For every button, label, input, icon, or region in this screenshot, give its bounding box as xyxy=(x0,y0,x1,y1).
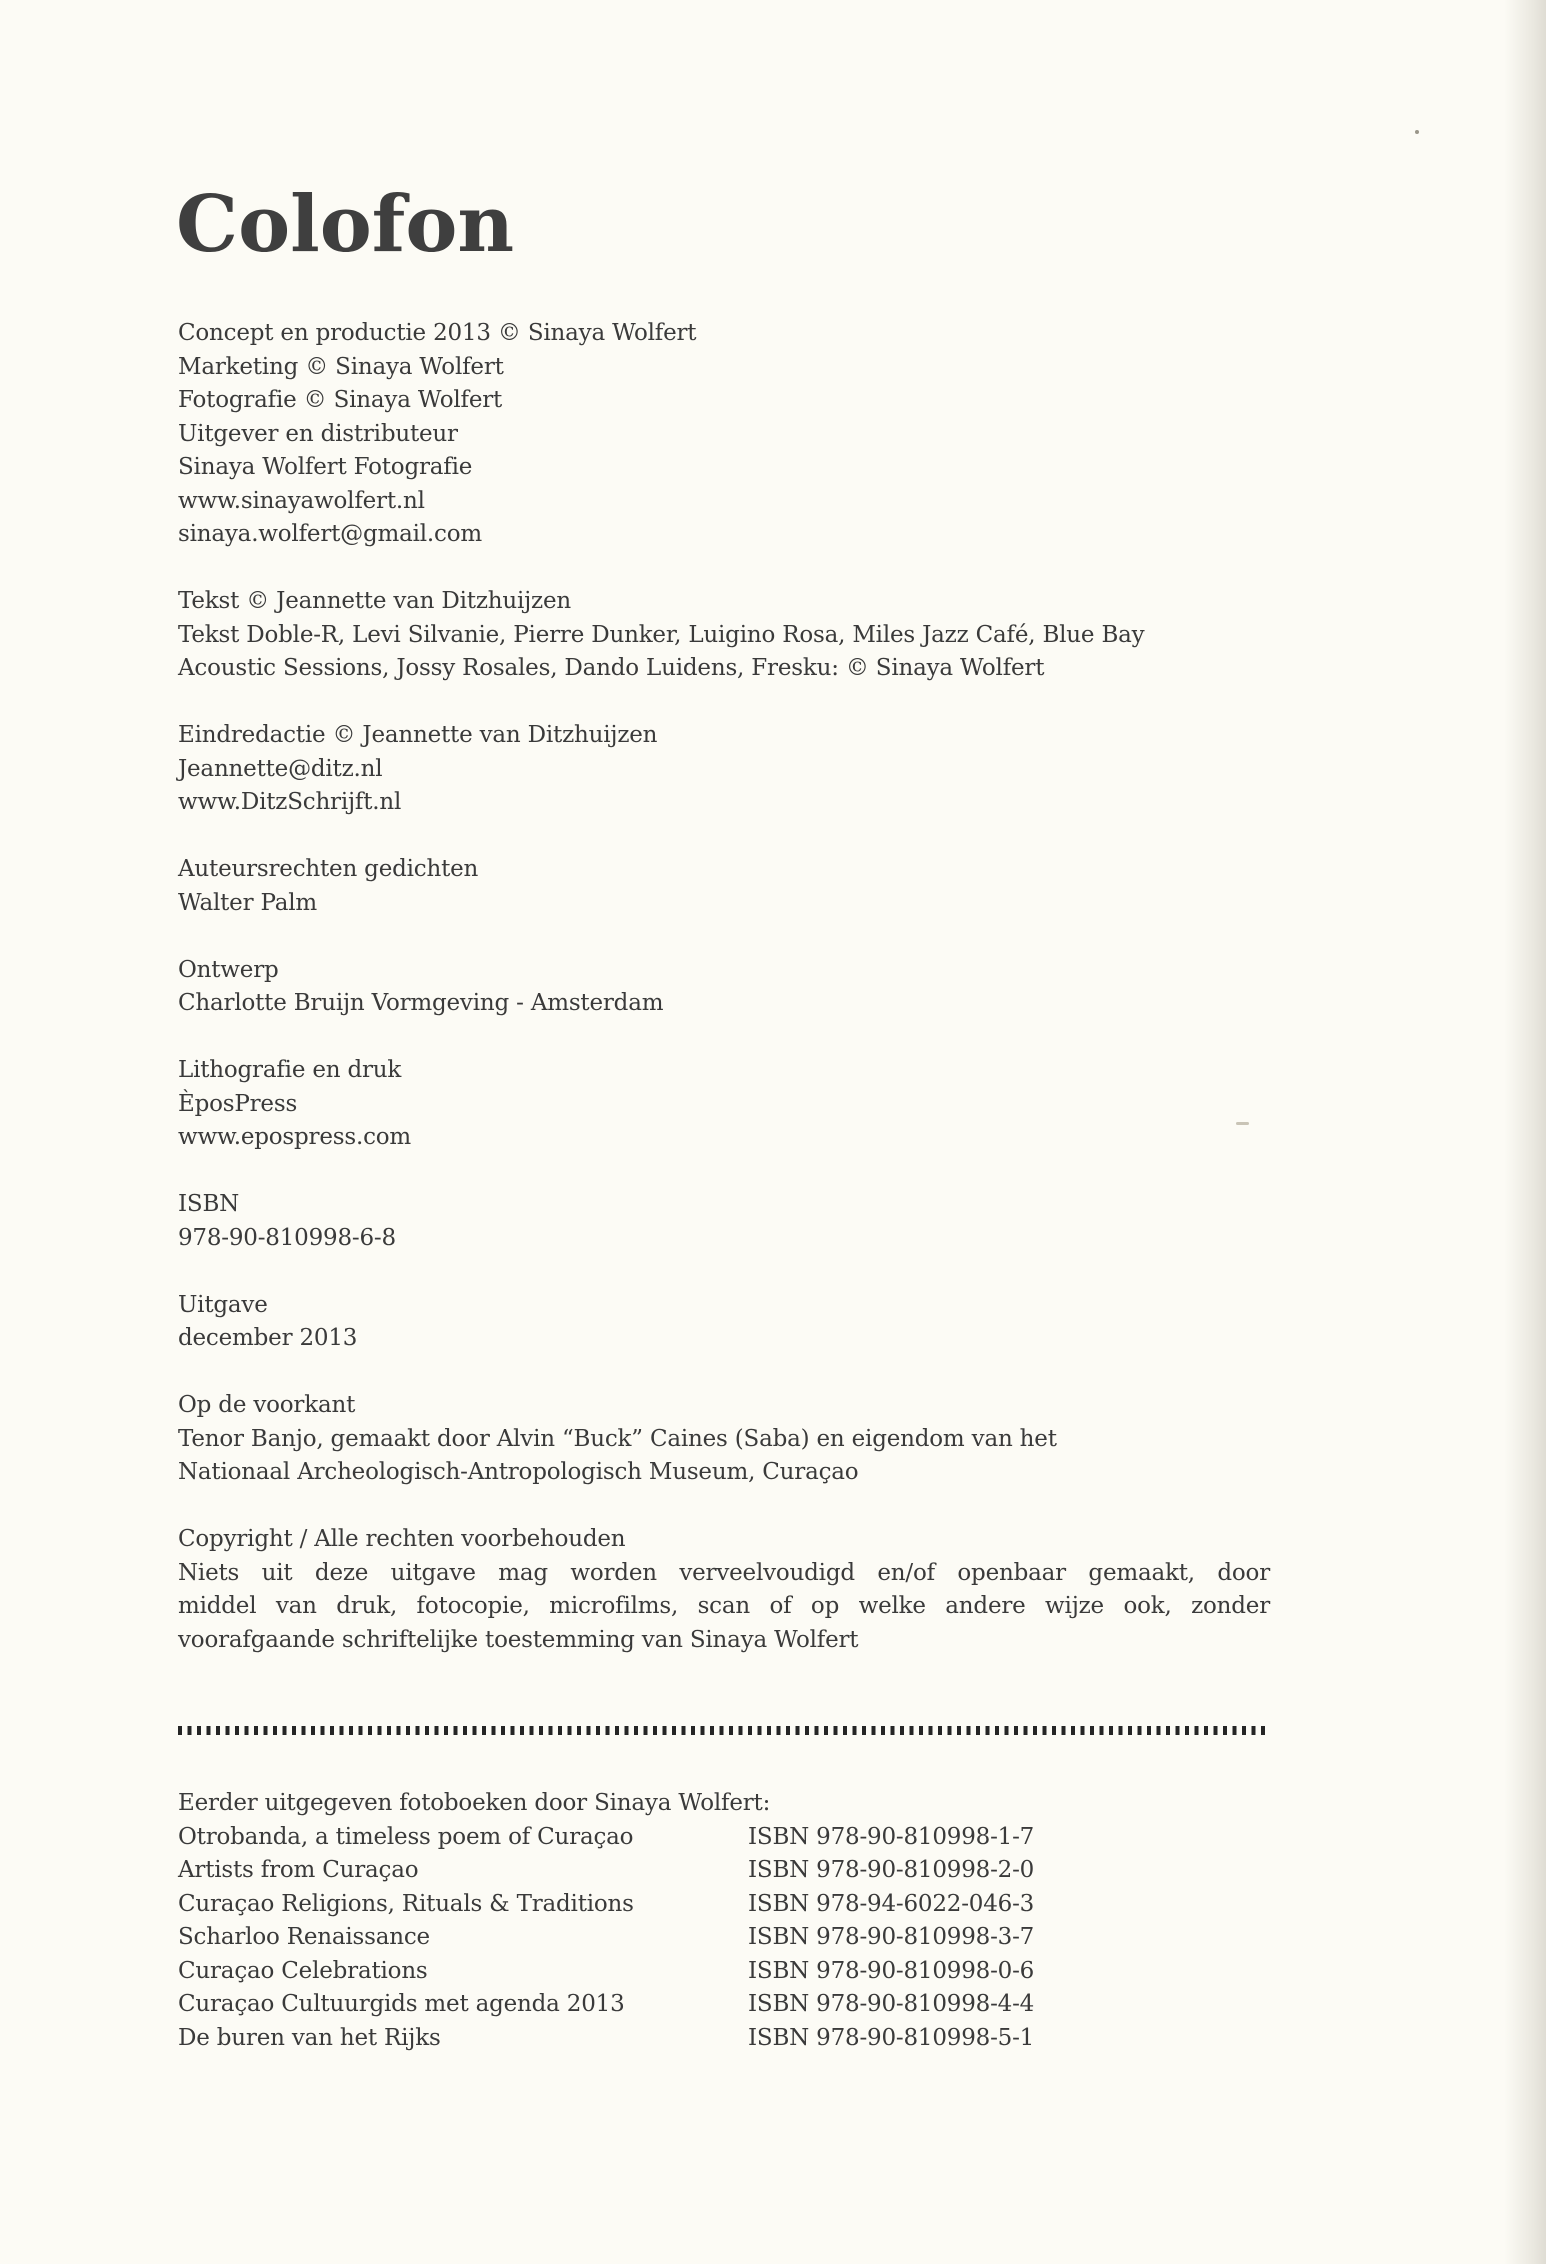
editor-website: www.DitzSchrijft.nl xyxy=(178,789,402,815)
publications-heading: Eerder uitgegeven fotoboeken door Sinaya Wolfert: xyxy=(178,1790,771,1816)
colophon-line: Charlotte Bruijn Vormgeving - Amsterdam xyxy=(178,990,664,1016)
page-title: Colofon xyxy=(176,179,515,270)
colophon-line: Tekst © Jeannette van Ditzhuijzen xyxy=(178,588,572,614)
edition-date: december 2013 xyxy=(178,1325,358,1351)
book-row xyxy=(178,1955,1270,1989)
editor-email: Jeannette@ditz.nl xyxy=(178,755,383,782)
colophon-line: Uitgave xyxy=(178,1291,268,1318)
colophon-line: Acoustic Sessions, Jossy Rosales, Dando Luidens, Fresku: © Sinaya Wolfert xyxy=(178,655,1045,681)
book-row xyxy=(178,1988,1270,2022)
section-editing xyxy=(178,719,1270,820)
colophon-line: Walter Palm xyxy=(178,889,317,916)
colophon-line: Auteursrechten gedichten xyxy=(178,856,479,882)
colophon-line: Nationaal Archeologisch-Antropologisch Museum, Curaçao xyxy=(178,1459,859,1485)
colophon-line: Niets uit deze uitgave mag worden verveelvoudigd en/of openbaar gemaakt, door xyxy=(178,1559,1270,1586)
section-copyright xyxy=(178,1523,1270,1657)
dotted-separator xyxy=(178,1726,1268,1735)
isbn-label: ISBN xyxy=(178,1191,240,1217)
section-cover xyxy=(178,1389,1270,1490)
book-row xyxy=(178,1921,1270,1955)
book-row xyxy=(178,1821,1270,1855)
book-isbn: ISBN 978-90-810998-4-4 xyxy=(748,1991,1035,2017)
book-row xyxy=(178,1854,1270,1888)
book-title: Scharloo Renaissance xyxy=(178,1924,430,1950)
book-title: Curaçao Cultuurgids met agenda 2013 xyxy=(178,1991,625,2017)
book-isbn: ISBN 978-90-810998-0-6 xyxy=(748,1957,1035,1984)
section-text-credits xyxy=(178,585,1270,686)
colophon-line: Tenor Banjo, gemaakt door Alvin “Buck” Caines (Saba) en eigendom van het xyxy=(178,1425,1057,1452)
colophon-line: Uitgever en distributeur xyxy=(178,420,458,447)
colophon-line: voorafgaande schriftelijke toestemming van Sinaya Wolfert xyxy=(178,1626,859,1653)
section-lithography xyxy=(178,1054,1270,1155)
colophon-line: ÈposPress xyxy=(178,1090,298,1117)
publications-list xyxy=(178,1787,1270,2055)
scan-speck xyxy=(1415,130,1419,134)
scan-edge-shadow xyxy=(1504,0,1546,2264)
colophon-line: Marketing © Sinaya Wolfert xyxy=(178,353,504,380)
colophon-line: Eindredactie © Jeannette van Ditzhuijzen xyxy=(178,722,658,748)
book-row xyxy=(178,2022,1270,2056)
colophon-line: Ontwerp xyxy=(178,956,279,983)
book-title: Curaçao Religions, Rituals & Traditions xyxy=(178,1890,634,1917)
publisher-website: www.sinayawolfert.nl xyxy=(178,487,425,514)
section-isbn xyxy=(178,1188,1270,1255)
book-isbn: ISBN 978-90-810998-2-0 xyxy=(748,1857,1035,1883)
book-isbn: ISBN 978-94-6022-046-3 xyxy=(748,1890,1035,1917)
colophon-line: Tekst Doble-R, Levi Silvanie, Pierre Dunker, Luigino Rosa, Miles Jazz Café, Blue Bay xyxy=(178,621,1145,648)
book-isbn: ISBN 978-90-810998-1-7 xyxy=(748,1823,1035,1850)
colophon-line: Op de voorkant xyxy=(178,1392,356,1418)
isbn-number: 978-90-810998-6-8 xyxy=(178,1224,396,1251)
section-poem-rights xyxy=(178,853,1270,920)
section-edition xyxy=(178,1289,1270,1356)
book-isbn: ISBN 978-90-810998-3-7 xyxy=(748,1924,1035,1950)
printer-website: www.epospress.com xyxy=(178,1124,412,1150)
book-title: Otrobanda, a timeless poem of Curaçao xyxy=(178,1823,634,1850)
book-row xyxy=(178,1888,1270,1922)
colophon-line: Sinaya Wolfert Fotografie xyxy=(178,454,473,480)
colophon-line: middel van druk, fotocopie, microfilms, scan of op welke andere wijze ook, zonder xyxy=(178,1593,1270,1619)
section-design xyxy=(178,954,1270,1021)
book-title: Curaçao Celebrations xyxy=(178,1957,428,1984)
colophon-line: Fotografie © Sinaya Wolfert xyxy=(178,387,503,413)
colophon-content xyxy=(178,317,1270,2055)
book-title: De buren van het Rijks xyxy=(178,2024,441,2051)
section-production xyxy=(178,317,1270,552)
colophon-line: Concept en productie 2013 © Sinaya Wolfert xyxy=(178,320,697,346)
book-isbn: ISBN 978-90-810998-5-1 xyxy=(748,2024,1035,2051)
colophon-line: Copyright / Alle rechten voorbehouden xyxy=(178,1526,626,1552)
scan-speck xyxy=(1236,1122,1249,1125)
colophon-line: Lithografie en druk xyxy=(178,1057,402,1083)
publisher-email: sinaya.wolfert@gmail.com xyxy=(178,521,482,547)
book-title: Artists from Curaçao xyxy=(178,1857,419,1883)
